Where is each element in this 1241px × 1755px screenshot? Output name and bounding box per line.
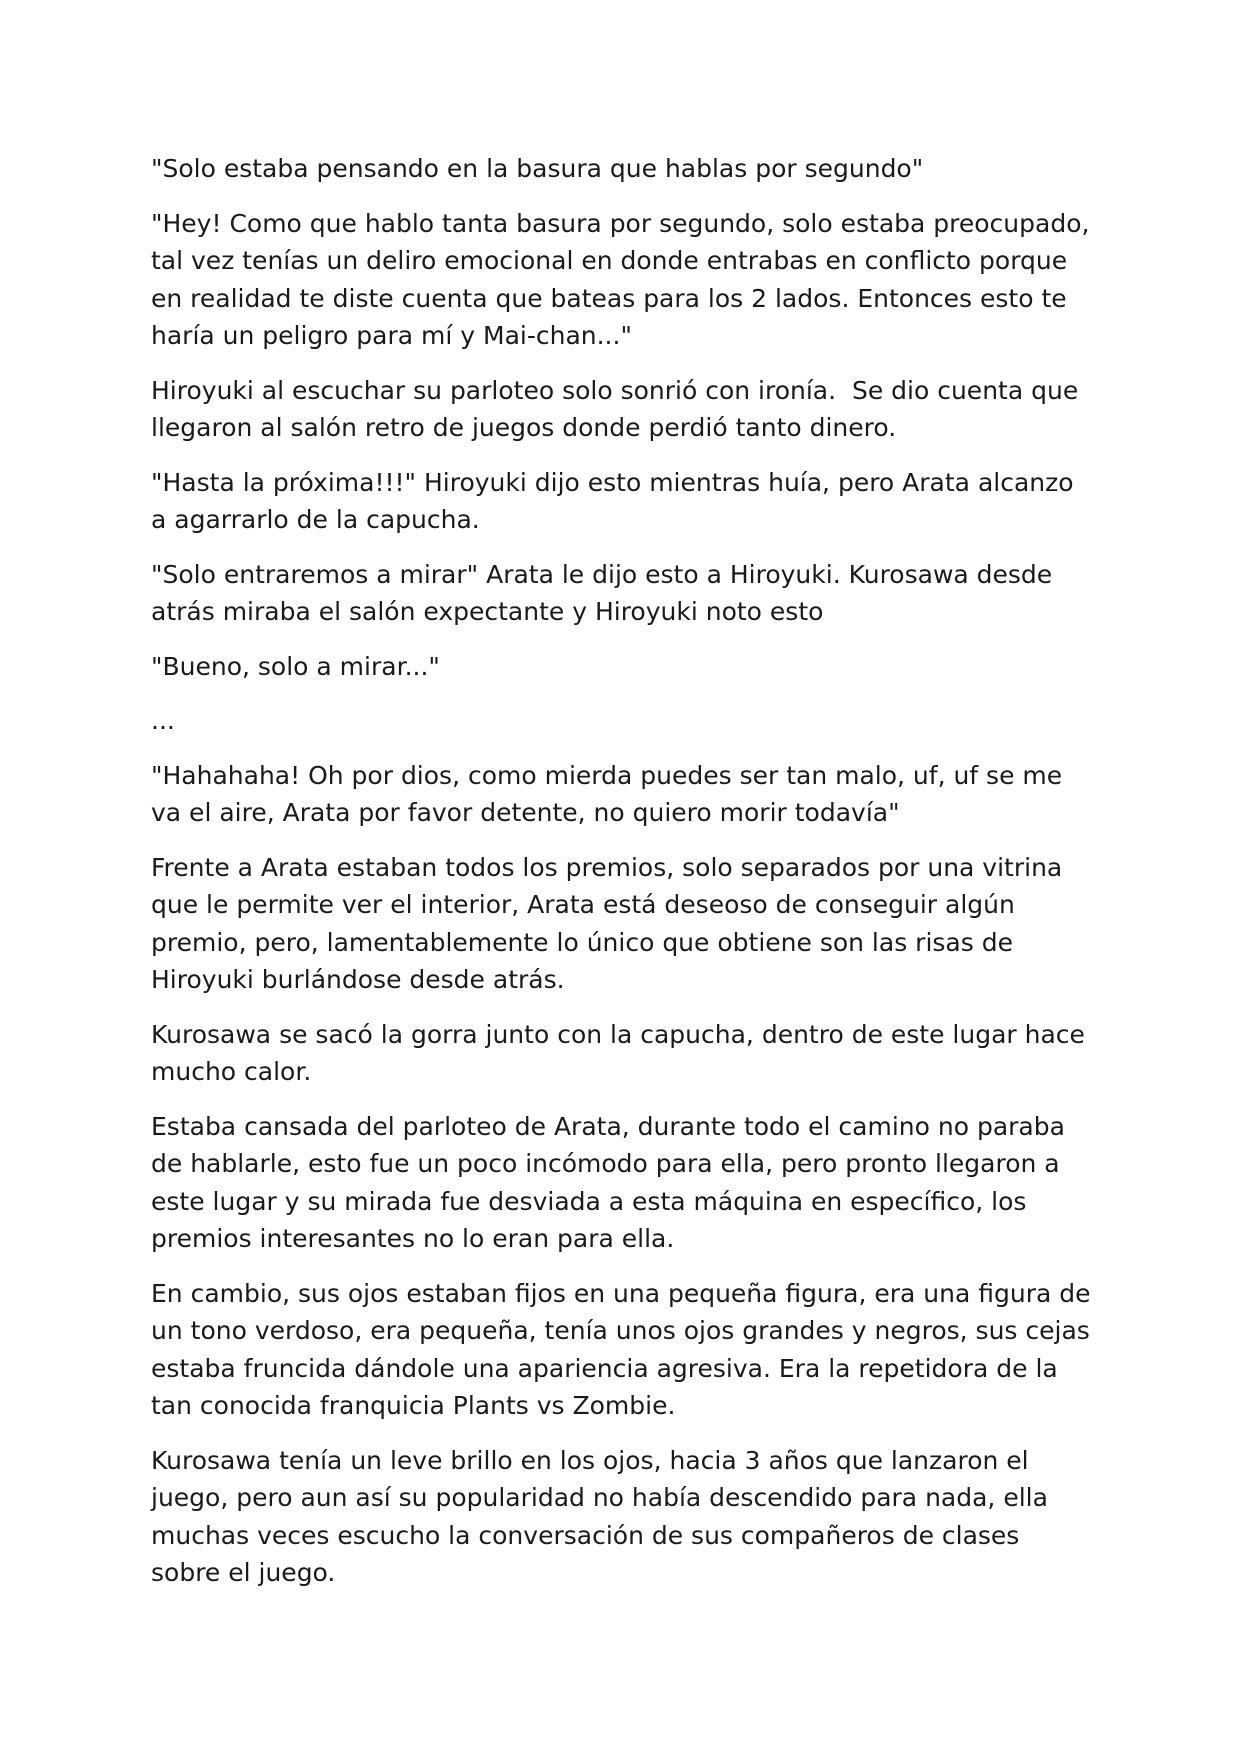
paragraph: "Hey! Como que hablo tanta basura por segundo, solo estaba preocupado, tal vez tenías un deliro emocional en donde entrabas en conflicto porque en realidad te diste cuenta que bateas para los 2 lados. Entonces esto te haría un peligro para mí y Mai-chan..." <box>151 208 1098 350</box>
paragraph: Estaba cansada del parloteo de Arata, durante todo el camino no paraba de hablarle, esto fue un poco incómodo para ella, pero pronto llegaron a este lugar y su mirada fue desviada a esta máquina en específico, los premios interesantes no lo eran para ella. <box>151 1111 1073 1253</box>
paragraph: Frente a Arata estaban todos los premios, solo separados por una vitrina que le permite ver el interior, Arata está deseoso de conseguir algún premio, pero, lamentablemente lo único que obtiene son las risas de Hiroyuki burlándose desde atrás. <box>151 852 1071 994</box>
paragraph: Hiroyuki al escuchar su parloteo solo sonrió con ironía. Se dio cuenta que llegaron al salón retro de juegos donde perdió tanto dinero. <box>151 375 1087 442</box>
paragraph: Kurosawa se sacó la gorra junto con la capucha, dentro de este lugar hace mucho calor. <box>151 1019 1093 1086</box>
paragraph: "Bueno, solo a mirar..." <box>151 651 440 681</box>
paragraph: ... <box>151 706 175 735</box>
paragraph: Kurosawa tenía un leve brillo en los ojos, hacia 3 años que lanzaron el juego, pero aun así su popularidad no había descendido para nada, ella muchas veces escucho la conversación de sus compañeros de clases sobre el juego. <box>151 1445 1056 1587</box>
paragraph: "Hasta la próxima!!!" Hiroyuki dijo esto mientras huía, pero Arata alcanzo a agarrarlo de la capucha. <box>151 467 1082 534</box>
document-body <box>151 150 1099 1609</box>
paragraph: En cambio, sus ojos estaban fijos en una pequeña figura, era una figura de un tono verdoso, era pequeña, tenía unos ojos grandes y negros, sus cejas estaba fruncida dándole una apariencia agresiva. Era la repetidora de la tan conocida franquicia Plants vs Zombie. <box>151 1278 1099 1420</box>
paragraph: "Hahahaha! Oh por dios, como mierda puedes ser tan malo, uf, uf se me va el aire, Arata por favor detente, no quiero morir todavía" <box>151 760 1071 827</box>
paragraph: "Solo estaba pensando en la basura que hablas por segundo" <box>151 154 924 183</box>
paragraph: "Solo entraremos a mirar" Arata le dijo esto a Hiroyuki. Kurosawa desde atrás miraba el salón expectante y Hiroyuki noto esto <box>151 559 1061 626</box>
